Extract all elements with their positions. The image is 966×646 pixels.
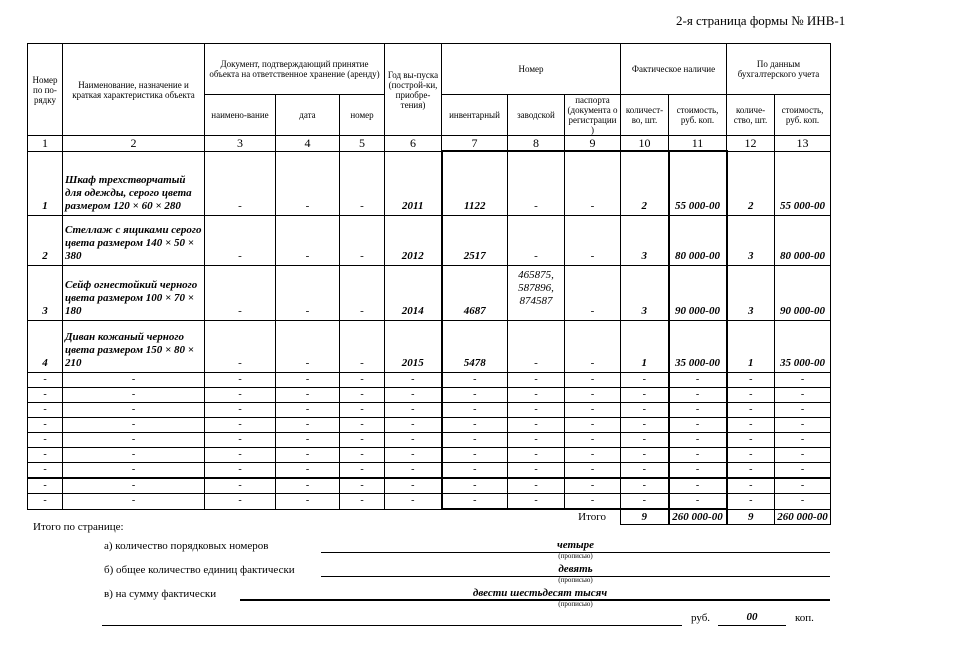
cell-factory: -	[508, 216, 565, 266]
empty-cell: -	[508, 433, 565, 448]
table-row	[28, 151, 831, 216]
empty-cell: -	[340, 418, 385, 433]
empty-cell: -	[442, 403, 508, 418]
cell-year: 2011	[385, 151, 442, 216]
cell-acc-cost: 35 000-00	[775, 321, 831, 373]
cell-factory: 465875, 587896, 874587	[508, 266, 565, 321]
empty-cell: -	[565, 373, 621, 388]
total-label: Итого	[578, 511, 606, 524]
header-passport: паспорта (документа о регистрации )	[565, 95, 621, 136]
cell-acc-cost: 80 000-00	[775, 216, 831, 266]
empty-cell: -	[621, 403, 669, 418]
empty-row	[28, 448, 831, 463]
total-fact-cost: 260 000-00	[669, 509, 727, 525]
empty-cell: -	[63, 494, 205, 510]
empty-cell: -	[205, 418, 276, 433]
cell-fact-cost: 90 000-00	[669, 266, 727, 321]
empty-cell: -	[508, 388, 565, 403]
empty-row	[28, 418, 831, 433]
cell-doc-name: -	[205, 266, 276, 321]
empty-cell: -	[63, 448, 205, 463]
total-fact-qty: 9	[621, 509, 669, 525]
empty-cell: -	[508, 418, 565, 433]
cell-year: 2014	[385, 266, 442, 321]
empty-cell: -	[63, 403, 205, 418]
empty-cell: -	[442, 494, 508, 510]
summary-a-hint: (прописью)	[558, 552, 593, 560]
header-fact-group: Фактическое наличие	[621, 44, 727, 95]
empty-cell: -	[442, 478, 508, 494]
cell-inventory: 4687	[442, 266, 508, 321]
empty-cell: -	[28, 403, 63, 418]
total-acc-cost: 260 000-00	[775, 509, 831, 525]
empty-cell: -	[205, 448, 276, 463]
empty-cell: -	[775, 388, 831, 403]
empty-cell: -	[669, 478, 727, 494]
summary-continuation-line	[102, 625, 682, 626]
empty-cell: -	[276, 403, 340, 418]
column-number: 13	[775, 136, 831, 152]
empty-cell: -	[508, 494, 565, 510]
summary-b-hint: (прописью)	[558, 576, 593, 584]
cell-passport: -	[565, 151, 621, 216]
empty-cell: -	[775, 403, 831, 418]
empty-cell: -	[621, 494, 669, 510]
cell-doc-number: -	[340, 216, 385, 266]
empty-cell: -	[385, 478, 442, 494]
empty-row	[28, 403, 831, 418]
header-fact-qty: количест-во, шт.	[621, 95, 669, 136]
empty-cell: -	[669, 373, 727, 388]
empty-cell: -	[340, 388, 385, 403]
empty-cell: -	[727, 403, 775, 418]
empty-cell: -	[28, 418, 63, 433]
empty-cell: -	[276, 388, 340, 403]
empty-cell: -	[28, 448, 63, 463]
cell-doc-number: -	[340, 151, 385, 216]
empty-cell: -	[276, 494, 340, 510]
header-col-name: Наименование, назначение и краткая характеристика объекта	[63, 44, 205, 136]
column-number: 6	[385, 136, 442, 152]
empty-cell: -	[508, 463, 565, 479]
cell-no: 4	[28, 321, 63, 373]
empty-cell: -	[340, 478, 385, 494]
header-doc-date: дата	[276, 95, 340, 136]
empty-cell: -	[28, 388, 63, 403]
empty-cell: -	[508, 448, 565, 463]
empty-cell: -	[340, 433, 385, 448]
kop-label: коп.	[795, 612, 814, 624]
empty-cell: -	[442, 463, 508, 479]
empty-cell: -	[385, 388, 442, 403]
column-number: 3	[205, 136, 276, 152]
header-inventory: инвентарный	[442, 95, 508, 136]
cell-passport: -	[565, 321, 621, 373]
column-number: 12	[727, 136, 775, 152]
empty-cell: -	[442, 373, 508, 388]
empty-cell: -	[205, 463, 276, 479]
empty-cell: -	[28, 478, 63, 494]
empty-cell: -	[621, 373, 669, 388]
kop-line	[718, 625, 786, 626]
empty-cell: -	[565, 433, 621, 448]
empty-cell: -	[385, 448, 442, 463]
empty-cell: -	[385, 433, 442, 448]
empty-cell: -	[28, 373, 63, 388]
cell-acc-qty: 3	[727, 216, 775, 266]
empty-cell: -	[508, 478, 565, 494]
empty-cell: -	[442, 448, 508, 463]
empty-cell: -	[63, 463, 205, 479]
empty-cell: -	[621, 418, 669, 433]
empty-cell: -	[565, 478, 621, 494]
cell-no: 2	[28, 216, 63, 266]
empty-cell: -	[385, 373, 442, 388]
empty-cell: -	[205, 433, 276, 448]
table-row	[28, 266, 831, 321]
empty-cell: -	[669, 433, 727, 448]
empty-cell: -	[276, 478, 340, 494]
empty-cell: -	[28, 494, 63, 510]
empty-cell: -	[669, 448, 727, 463]
header-col-number: Номер по по-рядку	[28, 44, 63, 136]
empty-cell: -	[340, 373, 385, 388]
empty-cell: -	[276, 448, 340, 463]
summary-b-label: б) общее количество единиц фактически	[104, 564, 295, 576]
cell-year: 2015	[385, 321, 442, 373]
summary-b-value: девять	[558, 563, 593, 575]
empty-cell: -	[442, 433, 508, 448]
header-doc-number: номер	[340, 95, 385, 136]
cell-acc-qty: 1	[727, 321, 775, 373]
empty-cell: -	[621, 433, 669, 448]
empty-cell: -	[385, 418, 442, 433]
empty-cell: -	[565, 463, 621, 479]
empty-cell: -	[340, 494, 385, 510]
column-number: 4	[276, 136, 340, 152]
empty-cell: -	[63, 373, 205, 388]
cell-no: 1	[28, 151, 63, 216]
total-row	[28, 509, 831, 525]
empty-cell: -	[205, 388, 276, 403]
empty-row	[28, 463, 831, 479]
empty-cell: -	[340, 463, 385, 479]
empty-cell: -	[340, 448, 385, 463]
cell-fact-qty: 3	[621, 216, 669, 266]
header-doc-name: наимено-вание	[205, 95, 276, 136]
cell-doc-date: -	[276, 266, 340, 321]
cell-doc-date: -	[276, 216, 340, 266]
summary-c-label: в) на сумму фактически	[104, 588, 217, 600]
empty-cell: -	[727, 433, 775, 448]
cell-acc-cost: 55 000-00	[775, 151, 831, 216]
cell-inventory: 5478	[442, 321, 508, 373]
empty-row	[28, 478, 831, 494]
cell-passport: -	[565, 266, 621, 321]
summary-a-label: а) количество порядковых номеров	[104, 540, 269, 552]
empty-cell: -	[775, 463, 831, 479]
column-number: 1	[28, 136, 63, 152]
empty-cell: -	[442, 418, 508, 433]
cell-passport: -	[565, 216, 621, 266]
cell-factory: -	[508, 321, 565, 373]
summary-a-value: четыре	[556, 539, 595, 551]
empty-cell: -	[727, 478, 775, 494]
empty-cell: -	[28, 463, 63, 479]
cell-acc-qty: 2	[727, 151, 775, 216]
cell-doc-date: -	[276, 321, 340, 373]
cell-inventory: 2517	[442, 216, 508, 266]
column-number: 7	[442, 136, 508, 152]
cell-doc-name: -	[205, 151, 276, 216]
cell-doc-number: -	[340, 266, 385, 321]
summary-heading: Итого по странице:	[33, 521, 124, 533]
header-document-group: Документ, подтверждающий принятие объекта на ответственное хранение (аренду)	[205, 44, 385, 95]
empty-cell: -	[276, 373, 340, 388]
column-number-row	[28, 136, 831, 152]
empty-cell: -	[727, 448, 775, 463]
empty-row	[28, 373, 831, 388]
cell-acc-cost: 90 000-00	[775, 266, 831, 321]
empty-cell: -	[276, 433, 340, 448]
empty-cell: -	[775, 478, 831, 494]
header-acc-qty: количе-ство, шт.	[727, 95, 775, 136]
rub-label: руб.	[691, 612, 711, 624]
cell-factory: -	[508, 151, 565, 216]
header-number-group: Номер	[442, 44, 621, 95]
table-row	[28, 321, 831, 373]
empty-cell: -	[621, 448, 669, 463]
empty-cell: -	[775, 373, 831, 388]
empty-cell: -	[565, 403, 621, 418]
empty-cell: -	[775, 494, 831, 510]
table-row	[28, 216, 831, 266]
empty-cell: -	[727, 463, 775, 479]
column-number: 11	[669, 136, 727, 152]
cell-acc-qty: 3	[727, 266, 775, 321]
cell-doc-name: -	[205, 216, 276, 266]
empty-cell: -	[669, 463, 727, 479]
empty-cell: -	[205, 494, 276, 510]
empty-cell: -	[340, 403, 385, 418]
cell-doc-number: -	[340, 321, 385, 373]
empty-cell: -	[63, 418, 205, 433]
cell-name: Диван кожаный черного цвета размером 150 × 80 × 210	[63, 321, 205, 373]
empty-cell: -	[669, 403, 727, 418]
column-number: 5	[340, 136, 385, 152]
empty-cell: -	[727, 373, 775, 388]
cell-fact-qty: 1	[621, 321, 669, 373]
empty-cell: -	[621, 463, 669, 479]
cell-fact-cost: 55 000-00	[669, 151, 727, 216]
cell-fact-cost: 80 000-00	[669, 216, 727, 266]
empty-cell: -	[276, 463, 340, 479]
cell-inventory: 1122	[442, 151, 508, 216]
column-number: 2	[63, 136, 205, 152]
summary-c-value: двести шестьдесят тысяч	[472, 587, 608, 599]
empty-cell: -	[508, 373, 565, 388]
empty-cell: -	[775, 433, 831, 448]
inventory-table	[27, 43, 831, 525]
empty-cell: -	[63, 478, 205, 494]
column-number: 10	[621, 136, 669, 152]
empty-cell: -	[276, 418, 340, 433]
empty-cell: -	[565, 448, 621, 463]
cell-doc-date: -	[276, 151, 340, 216]
empty-cell: -	[621, 388, 669, 403]
empty-row	[28, 388, 831, 403]
empty-cell: -	[63, 433, 205, 448]
empty-cell: -	[565, 418, 621, 433]
empty-cell: -	[669, 418, 727, 433]
empty-cell: -	[63, 388, 205, 403]
empty-cell: -	[565, 388, 621, 403]
empty-cell: -	[385, 463, 442, 479]
empty-cell: -	[385, 494, 442, 510]
summary-c-hint: (прописью)	[558, 600, 593, 608]
empty-cell: -	[775, 448, 831, 463]
header-acc-cost: стоимость, руб. коп.	[775, 95, 831, 136]
column-number: 8	[508, 136, 565, 152]
page-title: 2-я страница формы № ИНВ-1	[676, 13, 846, 28]
cell-name: Шкаф трехстворчатый для одежды, серого цвета размером 120 × 60 × 280	[63, 151, 205, 216]
empty-cell: -	[621, 478, 669, 494]
header-factory: заводской	[508, 95, 565, 136]
cell-fact-qty: 2	[621, 151, 669, 216]
kop-value: 00	[746, 611, 758, 623]
empty-cell: -	[205, 478, 276, 494]
cell-year: 2012	[385, 216, 442, 266]
empty-cell: -	[727, 418, 775, 433]
empty-cell: -	[205, 403, 276, 418]
empty-cell: -	[669, 388, 727, 403]
cell-fact-qty: 3	[621, 266, 669, 321]
empty-cell: -	[565, 494, 621, 510]
empty-cell: -	[669, 494, 727, 510]
header-row-1	[28, 44, 831, 95]
empty-cell: -	[727, 494, 775, 510]
empty-cell: -	[727, 388, 775, 403]
empty-cell: -	[775, 418, 831, 433]
header-col-year: Год вы-пуска (построй-ки, приобре-тения)	[385, 44, 442, 136]
empty-cell: -	[508, 403, 565, 418]
total-acc-qty: 9	[727, 509, 775, 525]
cell-name: Сейф огнестойкий черного цвета размером 100 × 70 × 180	[63, 266, 205, 321]
cell-fact-cost: 35 000-00	[669, 321, 727, 373]
column-number: 9	[565, 136, 621, 152]
empty-row	[28, 494, 831, 510]
cell-no: 3	[28, 266, 63, 321]
header-fact-cost: стоимость, руб. коп.	[669, 95, 727, 136]
header-accounting-group: По данным бухгалтерского учета	[727, 44, 831, 95]
empty-row	[28, 433, 831, 448]
empty-cell: -	[28, 433, 63, 448]
empty-cell: -	[385, 403, 442, 418]
empty-cell: -	[442, 388, 508, 403]
cell-doc-name: -	[205, 321, 276, 373]
cell-name: Стеллаж с ящиками серого цвета размером 140 × 50 × 380	[63, 216, 205, 266]
empty-cell: -	[205, 373, 276, 388]
